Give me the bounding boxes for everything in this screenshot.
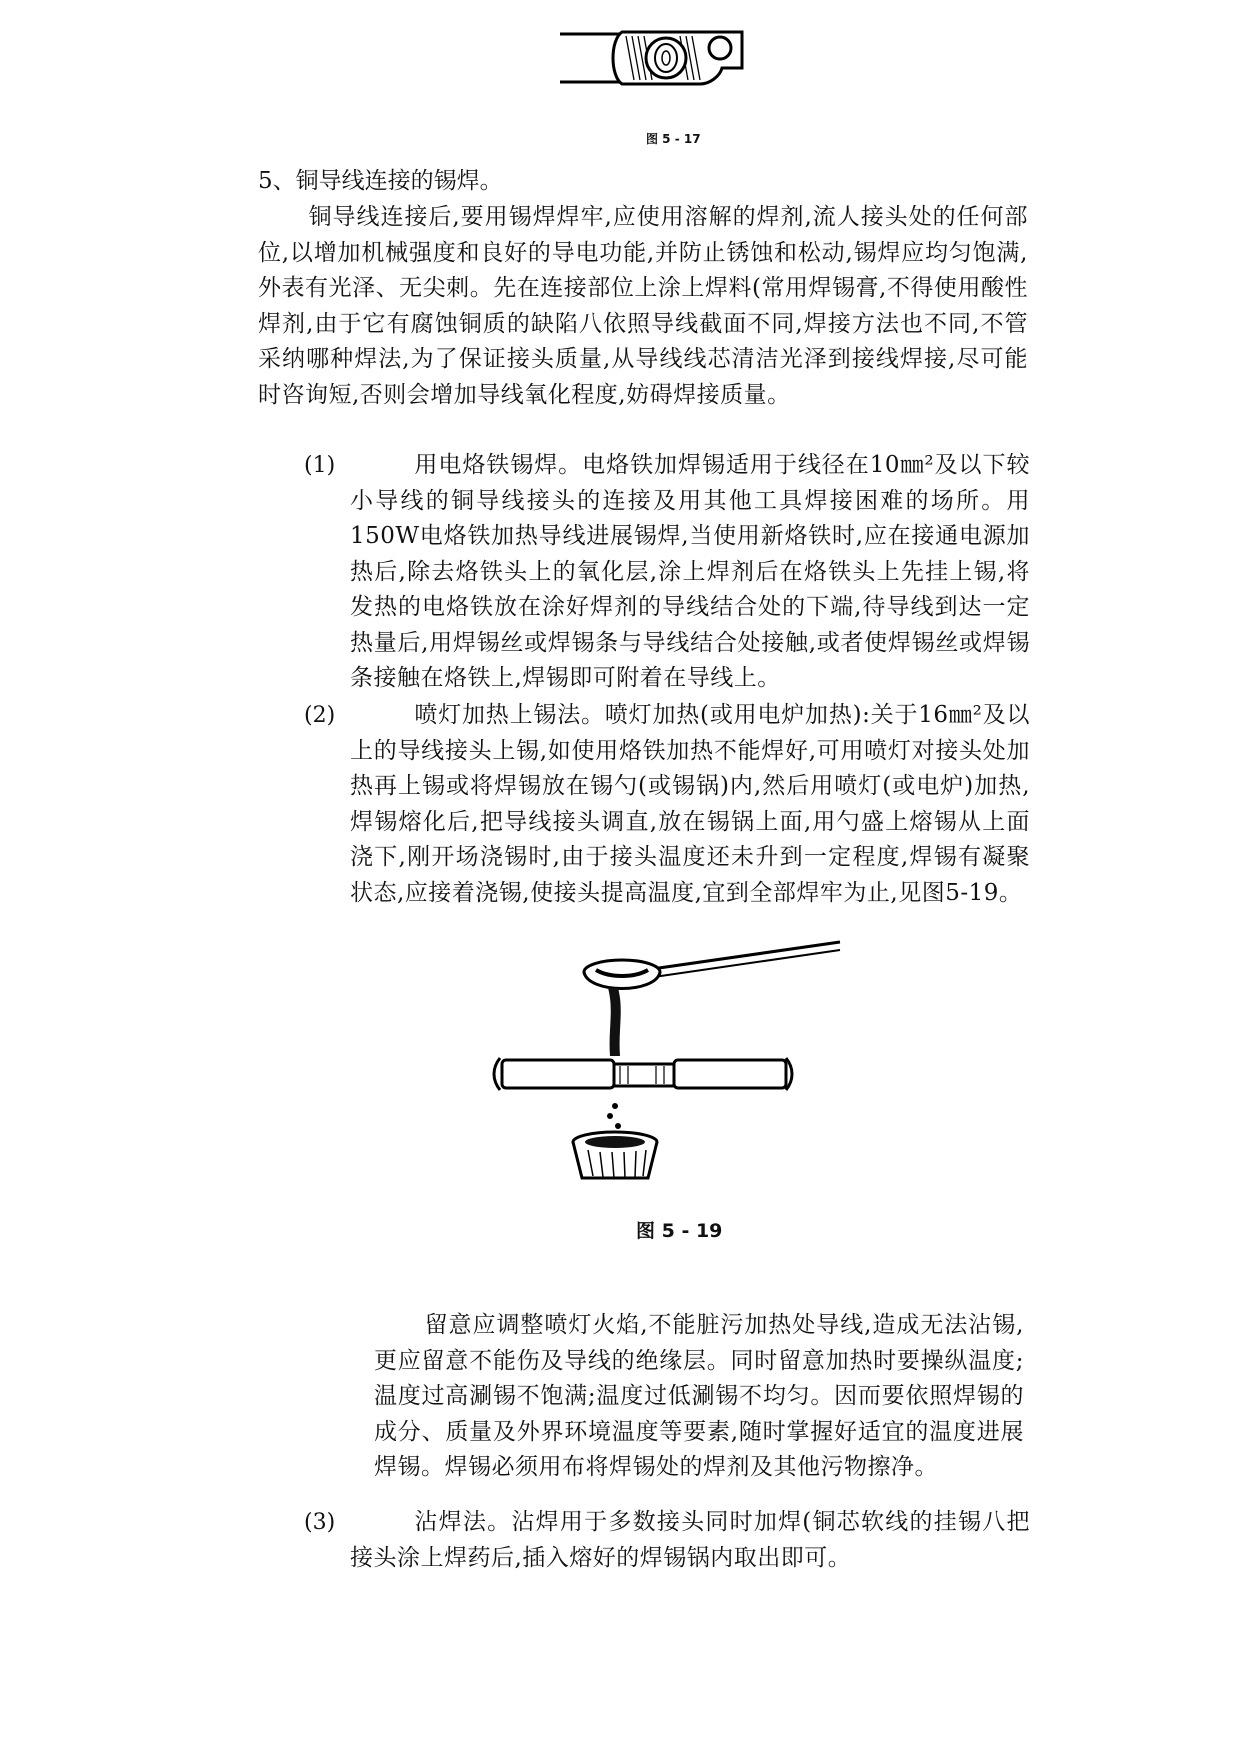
note-paragraph: 留意应调整喷灯火焰,不能脏污加热处导线,造成无法沾锡,更应留意不能伤及导线的绝缘层。同时留意加热时要操纵温度;温度过高涮锡不饱满;温度过低涮锡不均匀。因而要依照焊锡的成分、质量及外界环境温度等要素,随时掌握好适宜的温度进展焊锡。焊锡必须用布将焊锡处的焊剂及其他污物擦净。: [374, 1312, 1024, 1480]
item-3-text: 沾焊法。沾焊用于多数接头同时加焊(铜芯软线的挂锡八把接头涂上焊药后,插入熔好的焊锡锅内取出即可。: [350, 1509, 1030, 1571]
item-2-number: (2): [304, 703, 336, 728]
section-heading: 5、铜导线连接的锡焊。: [258, 168, 503, 194]
intro-paragraph: 铜导线连接后,要用锡焊焊牢,应使用溶解的焊剂,流人接头处的任何部位,以增加机械强度和良好的导电功能,并防止锈蚀和松动,锡焊应均匀饱满,外表有光泽、无尖刺。先在连接部位上涂上焊料(常用焊锡膏,不得使用酸性焊剂,由于它有腐蚀铜质的缺陷八依照导线截面不同,焊接方法也不同,不管采纳哪种焊法,为了保证接头质量,从导线线芯清洁光泽到接线焊接,尽可能时咨询短,否则会增加导线氧化程度,妨碍焊接质量。: [258, 204, 1028, 408]
figure-5-19-caption: 图 5 - 19: [636, 1220, 723, 1242]
item-1-number: (1): [304, 453, 336, 478]
figure-5-17-cable-lug: [560, 20, 750, 100]
item-3-number: (3): [304, 1510, 336, 1535]
figure-5-17-caption: 图 5 - 17: [646, 132, 701, 146]
figure-5-19-pouring-solder: [490, 930, 860, 1190]
item-1-text: 用电烙铁锡焊。电烙铁加焊锡适用于线径在10㎜²及以下较小导线的铜导线接头的连接及用其他工具焊接困难的场所。用150W电烙铁加热导线进展锡焊,当使用新烙铁时,应在接通电源加热后,除去烙铁头上的氧化层,涂上焊剂后在烙铁头上先挂上锡,将发热的电烙铁放在涂好焊剂的导线结合处的下端,待导线到达一定热量后,用焊锡丝或焊锡条与导线结合处接触,或者使焊锡丝或焊锡条接触在烙铁上,焊锡即可附着在导线上。: [350, 452, 1030, 691]
item-2-text: 喷灯加热上锡法。喷灯加热(或用电炉加热):关于16㎜²及以上的导线接头上锡,如使用烙铁加热不能焊好,可用喷灯对接头处加热再上锡或将焊锡放在锡勺(或锡锅)内,然后用喷灯(或电炉)加热,焊锡熔化后,把导线接头调直,放在锡锅上面,用勺盛上熔锡从上面浇下,刚开场浇锡时,由于接头温度还未升到一定程度,焊锡有凝聚状态,应接着浇锡,使接头提高温度,宜到全部焊牢为止,见图5-19。: [350, 702, 1030, 906]
